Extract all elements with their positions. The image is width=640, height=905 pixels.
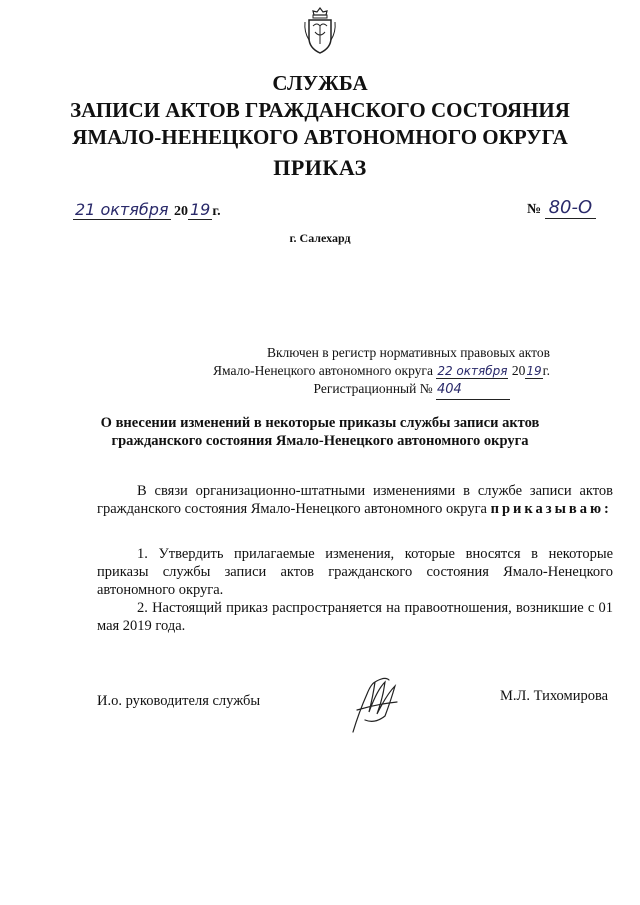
date-handwritten: 21 октября [75, 200, 169, 219]
registration-number-label: Регистрационный № [313, 381, 433, 396]
org-title-line2: ЗАПИСИ АКТОВ ГРАЖДАНСКОГО СОСТОЯНИЯ [70, 98, 570, 122]
preamble-paragraph [97, 482, 613, 518]
coat-of-arms-emblem [303, 6, 337, 56]
number-prefix: № [527, 202, 542, 217]
signatory-name: М.Л. Тихомирова [500, 688, 609, 704]
registration-line2 [140, 362, 550, 380]
registration-region: Ямало-Ненецкого автономного округа [213, 363, 433, 378]
registration-year-mark: г. [542, 363, 550, 378]
subject-line2: гражданского состояния Ямало-Ненецкого автономного округа [111, 433, 529, 449]
handwritten-signature [345, 670, 410, 740]
org-title-line3: ЯМАЛО-НЕНЕЦКОГО АВТОНОМНОГО ОКРУГА [72, 125, 568, 149]
order-item-2: 2. Настоящий приказ распространяется на правоотношения, возникшие с 01 мая 2019 года. [97, 600, 613, 634]
document-number [527, 197, 596, 218]
document-type: ПРИКАЗ [273, 155, 367, 180]
preamble-text: В связи организационно-штатными изменениями в службе записи актов гражданского состояния Ямало-Ненецкого автономного округа [97, 483, 613, 517]
registration-year-prefix: 20 [511, 363, 526, 378]
subject-line1: О внесении изменений в некоторые приказы службы записи актов [100, 415, 540, 431]
registration-year-suffix: 19 [526, 364, 542, 378]
date-year-suffix: 19 [190, 200, 211, 219]
order-word: приказываю: [490, 501, 612, 517]
date-year-mark: г. [212, 204, 221, 219]
org-title-line1: СЛУЖБА [272, 71, 368, 95]
registration-stamp [140, 344, 550, 400]
number-value: 80-О [545, 197, 597, 219]
signatory-position: И.о. руководителя службы [97, 693, 261, 709]
organization-title [0, 70, 640, 151]
document-date [73, 200, 221, 220]
registration-date: 22 октября [437, 364, 508, 378]
registration-line3 [140, 380, 550, 400]
order-item-1: 1. Утвердить прилагаемые изменения, которые вносятся в некоторые приказы службы записи актов гражданского состояния Ямало-Ненецкого автономного округа. [97, 546, 613, 598]
date-year-prefix: 20 [174, 204, 188, 219]
registration-number: 404 [436, 381, 510, 400]
registration-line1: Включен в регистр нормативных правовых актов [266, 345, 550, 360]
document-subject [90, 414, 550, 450]
city: г. Салехард [289, 231, 351, 245]
